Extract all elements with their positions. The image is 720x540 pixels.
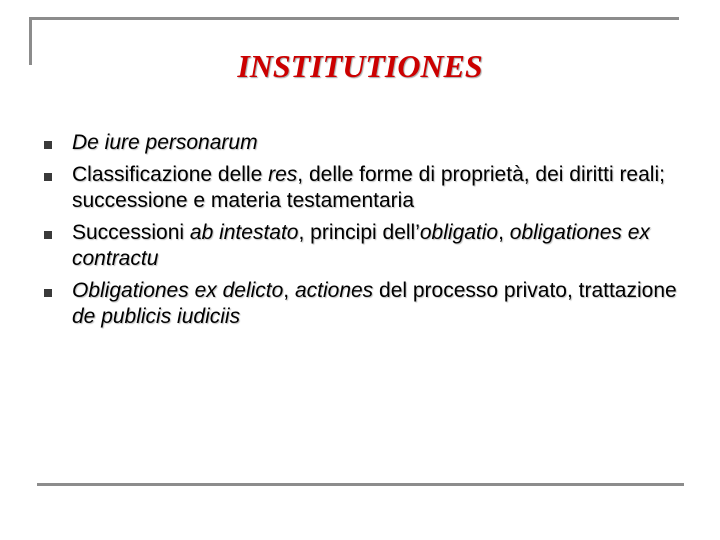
bullet-text-italic: res [268,163,298,186]
bullet-text: Classificazione delle [72,163,269,186]
bullet-text: , principi dell’ [298,221,420,244]
bullet-text-italic: obligatio [419,221,499,244]
bullet-text: , [283,279,295,302]
bullet-item-obligationes [44,278,684,330]
square-bullet-icon [44,141,52,149]
square-bullet-icon [44,289,52,297]
square-bullet-icon [44,231,52,239]
frame-top-line [29,17,679,20]
bullet-text-italic: obligationes ex contractu [72,221,650,270]
square-bullet-icon [44,173,52,181]
bullet-text: De iure personarum [72,131,258,154]
bullet-text-italic: ab intestato [189,221,299,244]
bullet-item-successioni [44,220,684,272]
frame-bottom-line [37,483,684,486]
bullet-text: del processo privato, trattazione [373,279,677,302]
bullet-text-italic: Obligationes ex delicto [72,279,284,302]
bullet-item-personarum [44,130,684,156]
slide-title: INSTITUTIONES [237,48,483,84]
bullet-text: , delle forme di proprietà, dei diritti reali; successione e materia testamentaria [72,163,665,212]
bullet-text: Successioni [72,221,190,244]
bullet-item-classificazione [44,162,684,214]
bullet-text-italic: actiones [294,279,374,302]
bullet-text: , [498,221,510,244]
bullet-list [44,130,684,336]
bullet-text-italic: de publicis iudiciis [72,305,241,328]
